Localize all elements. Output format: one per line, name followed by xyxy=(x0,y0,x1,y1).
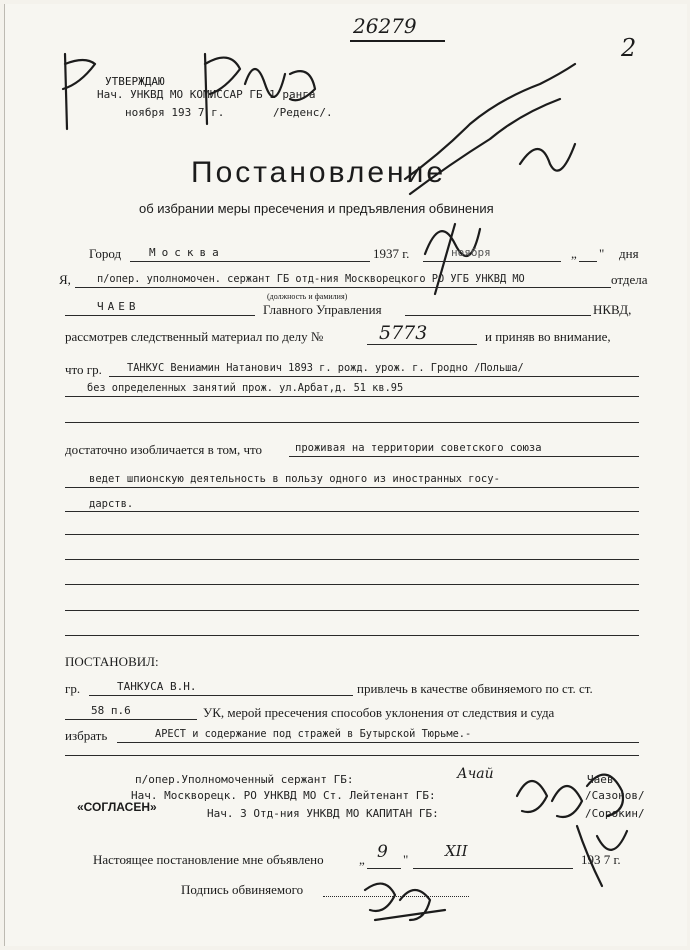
year-value: 1937 г. xyxy=(373,246,410,261)
agreed-label: «СОГЛАСЕН» xyxy=(77,800,157,814)
accusation-line2: ведет шпионскую деятельность в пользу одного из иностранных госу- xyxy=(89,473,500,485)
person-value: ТАНКУС Вениамин Натанович 1893 г. рожд. урож. г. Гродно /Польша/ xyxy=(127,362,524,374)
day-label: дня xyxy=(619,246,639,261)
case-number: 5773 xyxy=(379,322,428,344)
officer-end: отдела xyxy=(611,272,648,287)
quote-mark: „ xyxy=(359,852,365,867)
case-end: и приняв во внимание, xyxy=(485,329,611,344)
officer-hint: (должность и фамилия) xyxy=(267,292,348,301)
resolution-name: ТАНКУСА В.Н. xyxy=(117,680,197,693)
officer-value: п/опер. уполномочен. сержант ГБ отд-ния Москворецкого РО УГБ УНКВД МО xyxy=(97,273,525,285)
accused-signature xyxy=(355,870,455,930)
announce-text: Настоящее постановление мне объявлено xyxy=(93,852,324,867)
signature-name2: /Сазонов/ xyxy=(585,789,645,802)
archive-number: 26279 xyxy=(353,14,417,38)
accusation-line3: дарств. xyxy=(89,498,134,510)
person-line2: без определенных занятий прож. ул.Арбат,д. 51 кв.95 xyxy=(87,382,404,394)
quote-mark: „ xyxy=(571,246,577,261)
signature-line2: Нач. Москворецк. РО УНКВД МО Ст. Лейтенант ГБ: xyxy=(131,789,436,802)
document-page xyxy=(4,4,687,946)
resolution-charge: привлечь в качестве обвиняемого по ст. ст. xyxy=(357,681,593,696)
quote-mark: " xyxy=(599,246,605,261)
page-number: 2 xyxy=(621,34,637,62)
announce-day: 9 xyxy=(377,842,388,862)
document-title: Постановление xyxy=(191,156,447,189)
month-value: ноября xyxy=(451,246,491,259)
quote-mark: " xyxy=(403,852,409,867)
signature-name1: Чаев xyxy=(587,773,614,786)
accusation-prefix: достаточно изобличается в том, что xyxy=(65,442,262,457)
accusation-line1: проживая на территории советского союза xyxy=(295,442,542,454)
resolution-choose: избрать xyxy=(65,728,108,743)
approval-line1: Нач. УНКВД МО КОМИССАР ГБ 1 ранга xyxy=(97,88,316,101)
city-value: Москва xyxy=(149,246,225,259)
resolution-measure-value: АРЕСТ и содержание под стражей в Бутырской Тюрьме.- xyxy=(155,728,472,740)
accused-sign-label: Подпись обвиняемого xyxy=(181,882,304,897)
document-subtitle: об избрании меры пресечения и предъявления обвинения xyxy=(139,201,494,216)
resolution-article: 58 п.6 xyxy=(91,704,131,717)
approval-line2: ноября 193 7 г. xyxy=(125,106,225,119)
approval-heading: УТВЕРЖДАЮ xyxy=(105,75,165,88)
resolution-heading: ПОСТАНОВИЛ: xyxy=(65,654,159,669)
surname-end: НКВД, xyxy=(593,302,632,317)
resolution-measure: УК, мерой пресечения способов уклонения от следствия и суда xyxy=(203,705,555,720)
signature-initials: Ачай xyxy=(457,766,494,782)
signature-line1: п/опер.Уполномоченный сержант ГБ: xyxy=(135,773,354,786)
approval-signature xyxy=(185,44,335,134)
announce-month: XII xyxy=(445,842,468,860)
surname-middle: Главного Управления xyxy=(263,302,382,317)
resolution-prefix: гр. xyxy=(65,681,81,696)
person-prefix: что гр. xyxy=(65,362,102,377)
officer-prefix: Я, xyxy=(59,272,71,287)
city-label: Город xyxy=(89,246,122,261)
surname-value: ЧАЕВ xyxy=(97,300,140,313)
approval-line3: /Реденс/. xyxy=(273,106,333,119)
signature-line3: Нач. 3 Отд-ния УНКВД МО КАПИТАН ГБ: xyxy=(207,807,439,820)
chief-signature xyxy=(507,756,657,896)
announce-year: 193 7 г. xyxy=(581,852,621,867)
signature-name3: /Сорокин/ xyxy=(585,807,645,820)
case-label: рассмотрев следственный материал по делу № xyxy=(65,329,324,344)
